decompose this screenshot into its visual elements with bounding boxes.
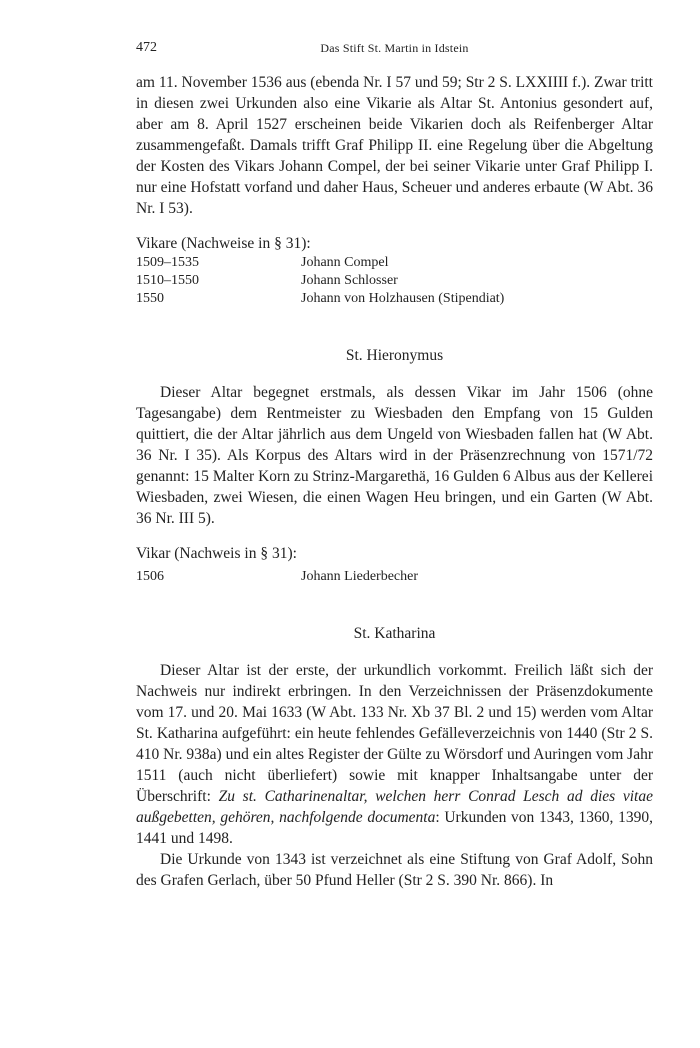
list-item-name: Johann von Holzhausen (Stipendiat) [301, 291, 505, 306]
katharina-paragraph-1 [136, 660, 653, 849]
list-item [136, 254, 653, 272]
section-title-katharina: St. Katharina [353, 625, 436, 642]
list-item [136, 272, 653, 290]
vikare-heading: Vikare (Nachweise in § 31): [136, 235, 311, 252]
page-header [136, 40, 653, 62]
katharina-text-b: : Urkunden von 1343, 1360, 1390, 1441 und 1498. [136, 809, 653, 847]
katharina-text-a: Dieser Altar ist der erste, der urkundlich vorkommt. Freilich läßt sich der Nachweis nur indirekt erbringen. In den Verzeichnissen der Präsenzdokumente vom 17. und 20. Mai 1633 (W Abt. 133 Nr. Xb 37 Bl. 2 und 15) werden vom Altar St. Katharina aufgeführt: ein heute fehlendes Gefälleverzeichnis von 1440 (Str 2 S. 410 Nr. 938a) und ein altes Register der Gülte zu Wörsdorf und Auringen vom Jahr 1511 (auch nicht überliefert) sowie mit knapper Inhaltsangabe unter der Überschrift: [136, 662, 653, 805]
section-title-hieronymus: St. Hieronymus [345, 347, 444, 364]
vikar-heading: Vikar (Nachweis in § 31): [136, 545, 297, 562]
list-item [136, 290, 653, 308]
intro-paragraph: am 11. November 1536 aus (ebenda Nr. I 57 und 59; Str 2 S. LXXIIII f.). Zwar tritt in diesen zwei Urkunden also eine Vikarie als Altar St. Antonius gesondert auf, aber am 8. April 1527 erscheinen beide Vikarien doch als Reifenberger Altar zusammengefaßt. Damals trifft Graf Philipp II. eine Regelung über die Abgeltung der Kosten des Vikars Johann Compel, der bei seiner Vikarie unter Graf Philipp I. nur eine Hofstatt vorfand und daher Haus, Scheuer und anderes erbaute (W Abt. 36 Nr. I 53). [136, 74, 653, 217]
page-number: 472 [136, 40, 157, 55]
list-item-name: Johann Liederbecher [301, 569, 418, 584]
list-item-name: Johann Schlosser [301, 273, 398, 288]
list-item-date: 1510–1550 [136, 273, 199, 288]
katharina-paragraph-2: Die Urkunde von 1343 ist verzeichnet als eine Stiftung von Graf Adolf, Sohn des Grafen Gerlach, über 50 Pfund Heller (Str 2 S. 390 Nr. 866). In [136, 851, 653, 889]
katharina-quote: Zu st. Catharinenaltar, welchen herr Conrad Lesch ad dies vitae außgebetten, gehören, nachfolgende documenta [136, 788, 653, 826]
vikar-list [136, 568, 653, 586]
vikare-list [136, 254, 653, 308]
list-item-date: 1550 [136, 291, 164, 306]
list-item-date: 1509–1535 [136, 255, 199, 270]
list-item-date: 1506 [136, 569, 164, 584]
page [136, 40, 653, 891]
list-item-name: Johann Compel [301, 255, 389, 270]
running-title: Das Stift St. Martin in Idstein [320, 41, 469, 55]
list-item [136, 568, 653, 586]
hieronymus-paragraph: Dieser Altar begegnet erstmals, als dessen Vikar im Jahr 1506 (ohne Tagesangabe) dem Rentmeister zu Wiesbaden den Empfang von 15 Gulden quittiert, die der Altar jährlich aus dem Ungeld von Wiesbaden fallen hat (W Abt. 36 Nr. I 35). Als Korpus des Altars wird in der Präsenzrechnung von 1571/72 genannt: 15 Malter Korn zu Strinz-Margarethä, 16 Gulden 6 Albus aus der Kellerei Wiesbaden, zwei Wiesen, die einen Wagen Heu bringen, und ein Garten (W Abt. 36 Nr. III 5). [136, 384, 653, 527]
